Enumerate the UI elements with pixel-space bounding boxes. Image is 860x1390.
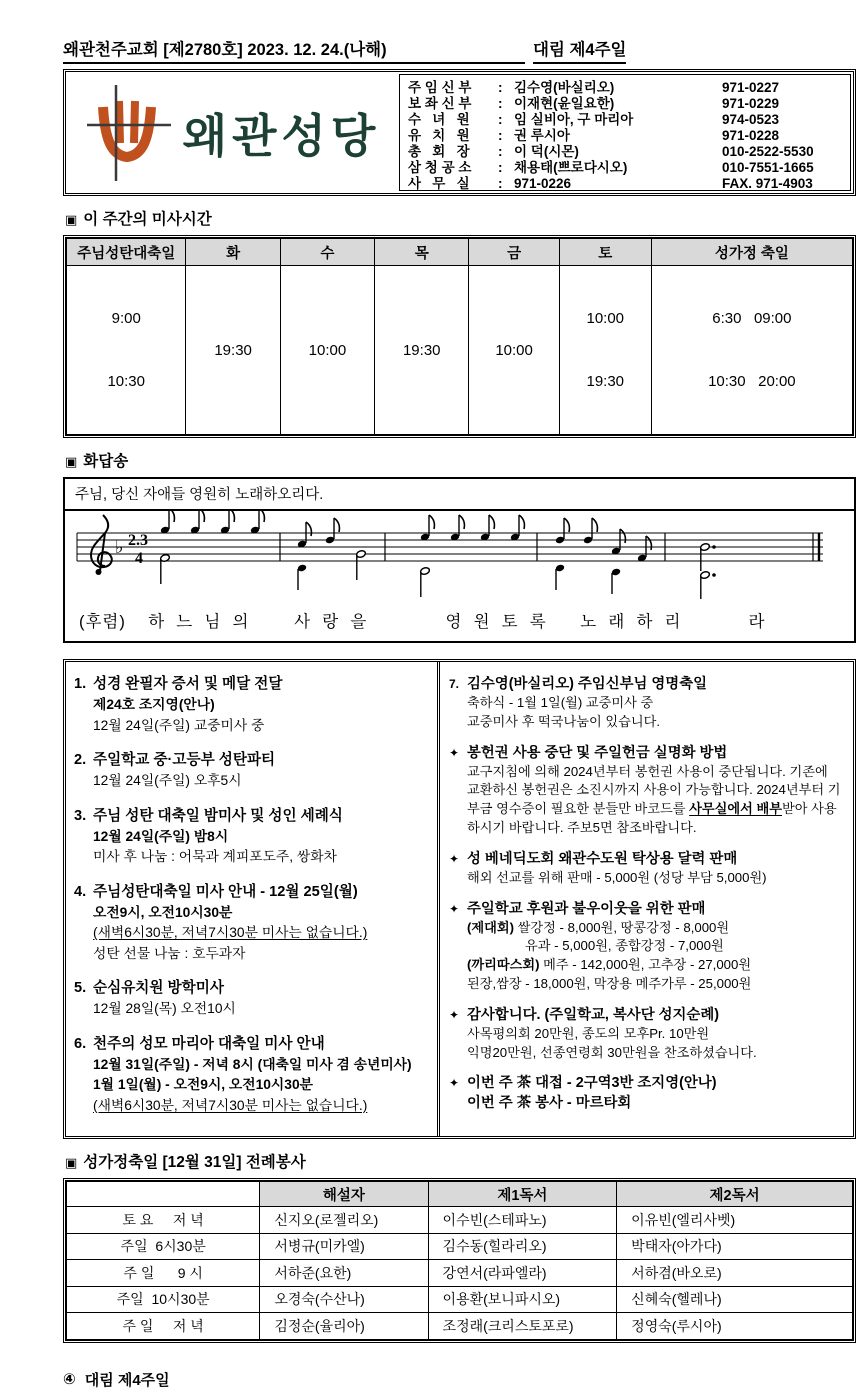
announcement-item (449, 1073, 844, 1113)
church-logo-icon (85, 81, 173, 185)
commentator-cell: 신지오(로젤리오) (260, 1207, 428, 1234)
item-number: 1. (74, 676, 87, 692)
item-head (449, 1073, 844, 1113)
mass-times-row (67, 266, 853, 435)
item-line (467, 1095, 631, 1111)
section-marker-icon: ▣ (65, 454, 78, 469)
item-head (74, 674, 429, 695)
section-header-mass (65, 207, 856, 229)
music-staff (65, 511, 844, 603)
contact-colon: : (498, 96, 503, 111)
item-title: 김수영(바실리오) 주임신부님 영명축일 (467, 676, 708, 692)
item-line: 1월 1일(월) - 오전9시, 오전10시30분 (93, 1077, 313, 1092)
item-text: - 마르타회 (562, 1095, 632, 1112)
liturgy-header-cell (67, 1182, 260, 1207)
item-number: 7. (449, 677, 460, 691)
announcements-box (63, 659, 856, 1139)
contact-label: 삼 청 공 소 (408, 160, 472, 175)
announcement-item (74, 978, 429, 1020)
table-row (67, 1207, 853, 1234)
mass-slot-cell: 주 일 9 시 (67, 1260, 260, 1287)
item-line: 교중미사 후 떡국나눔이 있습니다. (467, 713, 661, 729)
item-number: 3. (74, 807, 87, 824)
commentator-cell: 오경숙(수산나) (260, 1286, 428, 1313)
contact-label: 유 치 원 (408, 128, 470, 143)
contact-phone: 971-0229 (722, 96, 780, 111)
item-head (74, 882, 429, 903)
contact-label: 사 무 실 (408, 176, 470, 191)
church-name: 왜관성당 (182, 110, 381, 162)
contact-panel (399, 74, 851, 191)
item-line: 익명20만원, 선종연령회 30만원을 찬조하셨습니다. (467, 1044, 757, 1060)
item-line: 유과 - 5,000원, 종합강정 - 7,000원 (525, 938, 724, 954)
logo-area (66, 72, 399, 193)
item-head (449, 1005, 844, 1025)
contact-label: 보 좌 신 부 (408, 96, 472, 111)
announcements-left-column (66, 662, 440, 1136)
contact-name: 971-0226 (514, 176, 572, 191)
first-reading-cell: 강연서(라파엘라) (428, 1260, 617, 1287)
page-number: ④ (63, 1371, 76, 1388)
mass-time: 9:00 (111, 310, 141, 327)
mass-time-cell (651, 266, 852, 435)
announcement-item (74, 674, 429, 736)
mass-table (66, 238, 853, 435)
item-title: 천주의 성모 마리아 대축일 미사 안내 (93, 1035, 325, 1052)
mass-time: 6:30 09:00 (712, 310, 792, 327)
header-box (63, 69, 856, 196)
liturgy-table-frame (63, 1178, 856, 1343)
item-body (74, 903, 429, 965)
item-title: 주일학교 중·고등부 성탄파티 (93, 752, 276, 768)
contact-phone: 010-2522-5530 (722, 144, 814, 159)
contact-colon: : (498, 160, 503, 175)
bulletin-page (63, 36, 856, 1390)
item-number: 4. (74, 883, 87, 900)
item-line (467, 956, 844, 975)
item-text: 받아 사용하시기 바랍니다. 주보5면 참조바랍니다. (467, 801, 837, 835)
contact-name: 이재현(윤일요한) (514, 96, 615, 111)
first-reading-cell: 조정래(크리스토포로) (428, 1313, 617, 1340)
section-marker-icon: ▣ (65, 212, 78, 227)
announcement-item (449, 674, 844, 732)
item-body (449, 869, 844, 888)
item-title: 주일학교 후원과 불우이웃을 위한 판매 (467, 900, 706, 917)
second-reading-cell: 서하겸(바오로) (617, 1260, 853, 1287)
liturgy-header-row (67, 1182, 853, 1207)
mass-header-cell: 금 (469, 239, 559, 266)
contact-name: 이 덕(시몬) (514, 144, 579, 159)
mass-header-cell: 화 (186, 239, 280, 266)
item-body (449, 763, 844, 838)
second-reading-cell: 정영숙(루시아) (617, 1313, 853, 1340)
item-body (74, 1055, 429, 1117)
section-header-liturgy (65, 1150, 856, 1172)
section-title: 이 주간의 미사시간 (83, 211, 212, 228)
psalm-lyrics: (후렴) 하 느 님 의 사 랑 을 영 원 토 록 노 래 하 리 라 (79, 613, 766, 631)
second-reading-cell: 이유빈(엘리사벳) (617, 1207, 853, 1234)
item-line: 제24호 조지영(안나) (93, 697, 215, 712)
group-label: (제대회) (467, 919, 515, 935)
item-text: 교구지침에 의해 2024년부터 봉헌권 사용이 중단됩니다. 기존에 교환하신 봉헌권은 소진시까지 사용이 가능합니다. 2024년부터 기부금 영수증이 필요한 분들만 바코드를 (467, 763, 841, 817)
announcement-item (449, 899, 844, 994)
mass-time-cell: 19:30 (375, 266, 469, 435)
contact-label: 총 회 장 (408, 144, 470, 159)
item-title: 주님 성탄 대축일 밤미사 및 성인 세례식 (93, 807, 343, 824)
item-line: (새벽6시30분, 저녁7시30분 미사는 없습니다.) (93, 925, 368, 940)
item-line: 12월 24일(주일) 교중미사 중 (93, 717, 265, 733)
contact-row (408, 144, 842, 160)
announcement-item (449, 849, 844, 888)
contact-row (408, 176, 842, 192)
commentator-cell: 서하준(요한) (260, 1260, 428, 1287)
item-body (449, 919, 844, 994)
section-marker-icon: ▣ (65, 1155, 78, 1170)
mass-time-cell: 10:00 (280, 266, 374, 435)
item-head (449, 743, 844, 763)
section-title: 성가정축일 [12월 31일] 전례봉사 (83, 1154, 306, 1171)
item-title-suffix: (주일학교, 복사단 성지순례) (540, 1006, 720, 1023)
item-title: 봉헌권 사용 중단 및 주일헌금 실명화 방법 (467, 744, 728, 761)
contact-row (408, 112, 842, 128)
masthead (63, 36, 856, 64)
mass-slot-cell: 주일 6시30분 (67, 1233, 260, 1260)
announcements-right-column (440, 662, 853, 1136)
mass-time-cell (559, 266, 651, 435)
item-head (449, 899, 844, 919)
announcement-item (449, 1005, 844, 1063)
section-title: 화답송 (83, 453, 129, 470)
flat-sign: ♭ (115, 537, 124, 557)
item-text-emphasis: 이번 주 茶 대접 (467, 1075, 563, 1092)
mass-time: 10:30 20:00 (708, 373, 796, 390)
contact-colon: : (498, 128, 503, 143)
item-head (74, 978, 429, 999)
contact-name: 권 루시아 (514, 128, 570, 143)
bullet-star-icon: ✦ (449, 1076, 460, 1091)
mass-time: 19:30 (586, 373, 625, 390)
contact-phone: 974-0523 (722, 112, 780, 127)
first-reading-cell: 이용환(보니파시오) (428, 1286, 617, 1313)
item-text: - 2구역3반 조지영(안나) (562, 1075, 717, 1092)
commentator-cell: 서병규(미카엘) (260, 1233, 428, 1260)
contact-name: 채용태(쁘로다시오) (514, 160, 628, 175)
item-line: 12월 24일(주일) 오후5시 (93, 773, 242, 788)
contact-colon: : (498, 80, 503, 95)
item-title: 성경 완필자 증서 및 메달 전달 (93, 676, 283, 692)
contact-colon: : (498, 144, 503, 159)
contact-phone: 971-0227 (722, 80, 780, 95)
announcement-item (74, 750, 429, 792)
mass-slot-cell: 주 일 저 녁 (67, 1313, 260, 1340)
item-line: 오전9시, 오전10시30분 (93, 904, 233, 920)
mass-time: 10:30 (107, 373, 145, 390)
contact-colon: : (498, 112, 503, 127)
contact-name: 임 실비아, 구 마리아 (514, 112, 634, 127)
bullet-star-icon: ✦ (449, 745, 460, 760)
contact-phone: 010-7551-1665 (722, 160, 814, 175)
item-line: 사목평의회 20만원, 종도의 모후Pr. 10만원 (467, 1025, 710, 1041)
announcement-item (74, 1034, 429, 1117)
mass-header-cell: 성가정 축일 (651, 239, 852, 266)
contact-row (408, 80, 842, 96)
mass-time-cell: 10:00 (469, 266, 559, 435)
item-line: 12월 28일(목) 오전10시 (93, 1001, 236, 1016)
contact-colon: : (498, 176, 503, 191)
item-line: 된장,쌈장 - 18,000원, 막장용 메주가루 - 25,000원 (467, 975, 752, 991)
item-number: 5. (74, 980, 87, 996)
item-line: 미사 후 나눔 : 어묵과 계피포도주, 쌍화차 (93, 849, 337, 864)
table-row (67, 1313, 853, 1340)
contact-name: 김수영(바실리오) (514, 80, 615, 95)
item-line: 12월 24일(주일) 밤8시 (93, 828, 229, 844)
mass-slot-cell: 주일 10시30분 (67, 1286, 260, 1313)
item-body (74, 695, 429, 736)
bullet-star-icon: ✦ (449, 1007, 460, 1022)
contact-phone: 971-0228 (722, 128, 780, 143)
mass-header-cell: 수 (280, 239, 374, 266)
group-label: (까리따스회) (467, 957, 540, 973)
item-head (449, 849, 844, 869)
psalm-box (63, 477, 856, 643)
footer-text: 대림 제4주일 (84, 1371, 170, 1389)
bulletin-title: 왜관천주교회 [제2780호] 2023. 12. 24.(나해) (63, 36, 525, 64)
commentator-cell: 김정순(율리아) (260, 1313, 428, 1340)
item-body (449, 1025, 844, 1063)
mass-time: 10:00 (586, 310, 625, 327)
bullet-star-icon: ✦ (449, 901, 460, 916)
second-reading-cell: 박태자(아가다) (617, 1233, 853, 1260)
item-body (74, 771, 429, 792)
item-head (74, 1034, 429, 1055)
time-signature-top: 2.3 (128, 532, 148, 549)
item-number: 2. (74, 752, 87, 768)
mass-header-row (67, 239, 853, 266)
treble-clef-icon (91, 515, 112, 575)
item-head (74, 806, 429, 827)
page-footer (63, 1369, 856, 1390)
item-line (467, 919, 844, 938)
item-title (467, 1005, 719, 1025)
first-reading-cell: 이수빈(스테파노) (428, 1207, 617, 1234)
announcement-item (449, 743, 844, 838)
mass-header-cell: 토 (559, 239, 651, 266)
sunday-title: 대림 제4주일 (533, 36, 626, 64)
item-text-emphasis: 이번 주 茶 봉사 (467, 1095, 563, 1112)
contact-label: 주 임 신 부 (408, 80, 472, 95)
item-text: 메주 - 142,000원, 고추장 - 27,000원 (539, 957, 752, 973)
item-line: (새벽6시30분, 저녁7시30분 미사는 없습니다.) (93, 1097, 368, 1113)
contact-row (408, 160, 842, 176)
tea-lines (467, 1073, 717, 1113)
item-line: 성탄 선물 나눔 : 호두과자 (93, 945, 246, 961)
liturgy-header-cell: 제2독서 (617, 1182, 853, 1207)
item-line: 12월 31일(주일) - 저녁 8시 (대축일 미사 겸 송년미사) (93, 1056, 412, 1072)
liturgy-table (66, 1181, 853, 1340)
mass-table-frame (63, 235, 856, 438)
mass-header-cell: 목 (375, 239, 469, 266)
item-number: 6. (74, 1035, 87, 1052)
psalm-refrain-text: 주님, 당신 자애들 영원히 노래하오리다. (65, 479, 854, 511)
item-title-text: 감사합니다. (467, 1006, 541, 1023)
second-reading-cell: 신혜숙(헬레나) (617, 1286, 853, 1313)
mass-time-cell (67, 266, 186, 435)
item-text-emphasis: 사무실에서 배부 (689, 801, 782, 817)
bullet-star-icon: ✦ (449, 851, 460, 866)
mass-slot-cell: 토 요 저 녁 (67, 1207, 260, 1234)
contact-row (408, 128, 842, 144)
item-text: 쌀강정 - 8,000원, 땅콩강정 - 8,000원 (514, 919, 730, 935)
contact-phone: FAX. 971-4903 (722, 176, 813, 191)
item-line: 축하식 - 1월 1일(월) 교중미사 중 (467, 695, 654, 710)
announcement-item (74, 882, 429, 965)
item-title: 성 베네딕도회 왜관수도원 탁상용 달력 판매 (467, 850, 738, 867)
table-row (67, 1260, 853, 1287)
section-header-psalm (65, 449, 856, 471)
first-reading-cell: 김수동(힐라리오) (428, 1233, 617, 1260)
time-signature-bottom: 4 (135, 550, 143, 567)
mass-time-cell: 19:30 (186, 266, 280, 435)
item-body (74, 827, 429, 868)
item-body (74, 999, 429, 1020)
item-body (449, 694, 844, 732)
item-head (449, 674, 844, 694)
table-row (67, 1233, 853, 1260)
contact-label: 수 녀 원 (408, 112, 470, 127)
item-title: 순심유치원 방학미사 (93, 980, 224, 996)
table-row (67, 1286, 853, 1313)
liturgy-header-cell: 해설자 (260, 1182, 428, 1207)
liturgy-header-cell: 제1독서 (428, 1182, 617, 1207)
item-title: 주님성탄대축일 미사 안내 - 12월 25일(월) (93, 883, 358, 900)
contact-row (408, 96, 842, 112)
item-line: 해외 선교를 위해 판매 - 5,000원 (성당 부담 5,000원) (467, 869, 767, 885)
item-line (467, 1075, 717, 1091)
mass-header-cell: 주님성탄대축일 (67, 239, 186, 266)
announcement-item (74, 806, 429, 868)
item-head (74, 750, 429, 771)
